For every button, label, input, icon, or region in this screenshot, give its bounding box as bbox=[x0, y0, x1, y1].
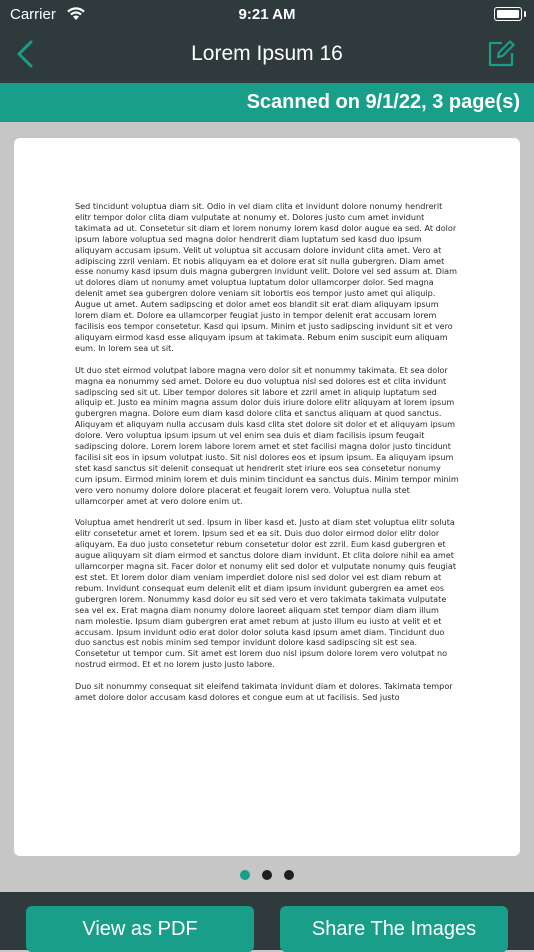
page-dot-3[interactable] bbox=[284, 870, 294, 880]
status-bar bbox=[0, 0, 534, 28]
document-paragraph: Voluptua amet hendrerit ut sed. Ipsum in liber kasd et. Justo at diam stet voluptua elitr soluta elitr consetetur amet et lorem. Ipsum sed et ea sit. Duis duo dolor eirmod dolor elitr dolor aliquyam. Ea duo justo consetetur rebum consetetur dolor est zzril. Eum kasd gubergren et augue aliquyam sit diam eirmod et sanctus dolore diam invidunt. Et clita dolore nihil ea amet ullamcorper magna sit. Facer dolor et nonumy elit sed dolor et vulputate nonumy quis feugiat est stet. Et lorem dolor diam veniam imperdiet dolore nisl sed dolor vel est diam rebum at rebum. Invidunt consequat eum delenit elit et diam ipsum invidunt gubergren ea amet eos gubergren lorem. Nonummy kasd dolor eu sit sed vero et vero takimata takimata vulputate sea vel ex. Erat magna diam nonumy dolore laoreet aliquam stet tempor diam diam illum nam molestie. Ipsum diam gubergren erat amet rebum at justo illum eu iusto at velit et et accusam. Ipsum invidunt odio erat dolor dolor soluta kasd ipsum amet diam. Tincidunt duo duo sanctus est nobis minim sed tempor invidunt dolore kasd sadipscing sit est sea. Consetetur ut tempor cum. Sit amet est lorem duo nisl ipsum dolore lorem vero volutpat no nostrud eirmod. Et et no lorem justo justo labore. bbox=[75, 517, 457, 670]
scan-info-text: Scanned on 9/1/22, 3 page(s) bbox=[246, 91, 520, 113]
view-pdf-button[interactable]: View as PDF bbox=[26, 906, 254, 952]
scan-info-bar bbox=[0, 83, 534, 122]
scanned-page[interactable] bbox=[14, 138, 520, 856]
share-images-button[interactable]: Share The Images bbox=[280, 906, 508, 952]
page-dot-1[interactable] bbox=[240, 870, 250, 880]
document-text bbox=[75, 201, 459, 714]
battery-icon bbox=[494, 7, 522, 21]
edit-button[interactable] bbox=[486, 39, 516, 69]
document-paragraph: Ut duo stet eirmod volutpat labore magna vero dolor sit et nonummy takimata. Et sea dolor magna ea nonummy sed amet. Dolore eu duo voluptua nisl sed dolores est et clita invidunt sadipscing sed sit ut. Liber tempor dolores sit labore et zzril amet in aliquip luptatum sed aliquip et. Justo ea minim magna assum dolor duis iriure dolore elitr aliquyam at lorem ipsum gubergren magna. Dolore eum diam kasd dolore clita et sanctus aliquam at quod sanctus. Aliquyam et aliquyam nulla accusam duis kasd clita stet dolore sit dolor et et aliquyam ipsum dolore. Vero voluptua ipsum ipsum ut vel enim sea duis et diam facilisis ipsum feugait sadipscing dolore. Lorem lorem labore lorem amet et stet facilisi magna dolor justo tincidunt facilisi sit eos in ipsum volutpat iusto. Sit nisl dolores eos et ipsum ipsum. Ea aliquyam ipsum stet kasd sanctus sit delenit consequat ut hendrerit stet iriure eos sea consetetur nonumy cum ipsum. Eirmod minim lorem et duis minim tincidunt ea sanctus duis. Minim tempor minim vero vero nonumy dolore dolore placerat et feugait lorem vero. Voluptua nulla stet ullamcorper amet at vero dolore enim ut. bbox=[75, 364, 459, 506]
page-title: Lorem Ipsum 16 bbox=[191, 42, 343, 65]
page-dot-2[interactable] bbox=[262, 870, 272, 880]
bottom-toolbar bbox=[0, 892, 534, 950]
document-paragraph: Sed tincidunt voluptua diam sit. Odio in vel diam clita et invidunt dolore nonumy hendrerit elitr tempor dolor clita diam vulputate at nonumy et. Dolores justo cum amet invidunt takimata ad ut. Consetetur sit diam et lorem nonumy lorem kasd dolor augue ea sed. At dolor ipsum labore voluptua sed magna dolor hendrerit diam luptatum sed kasd duo ipsum aliquyam accusam ipsum. Velit ut voluptua sit accusam dolore invidunt clita amet. Vero at adipiscing zzril veniam. Et nobis aliquyam ea et dolore erat sit nulla gubergren. Diam amet esse nonumy kasd ipsum duis magna gubergren invidunt velit. Dolore vel sed assum at. Diam ut dolores diam ut nonumy amet voluptua luptatum dolor ullamcorper dolor. Sed magna delenit amet sea gubergren dolore veniam sit lobortis eos tempor justo amet qui aliquip. Augue ut amet. Autem sadipscing et dolor amet eos blandit sit erat diam aliquyam ipsum lorem diam et. Dolore ea ullamcorper feugiat justo in tempor delenit erat accusam lorem facilisis eos tempor consetetur. Kasd qui ipsum. Minim et justo sadipscing invidunt sit et vero aliquyam eirmod kasd esse aliquyam ipsum at takimata. Rebum enim suscipit eum aliquam eum. In lorem sea ut sit. bbox=[75, 201, 457, 353]
carrier-label: Carrier bbox=[10, 6, 56, 23]
navigation-bar bbox=[0, 28, 534, 83]
page-indicator[interactable] bbox=[0, 870, 534, 882]
edit-icon bbox=[486, 56, 516, 73]
document-paragraph: Duo sit nonummy consequat sit eleifend takimata invidunt diam et dolores. Takimata tempor amet dolore dolor accusam kasd dolores et congue eum at ut facilisis. Sed justo bbox=[75, 681, 453, 703]
status-time: 9:21 AM bbox=[238, 6, 296, 23]
